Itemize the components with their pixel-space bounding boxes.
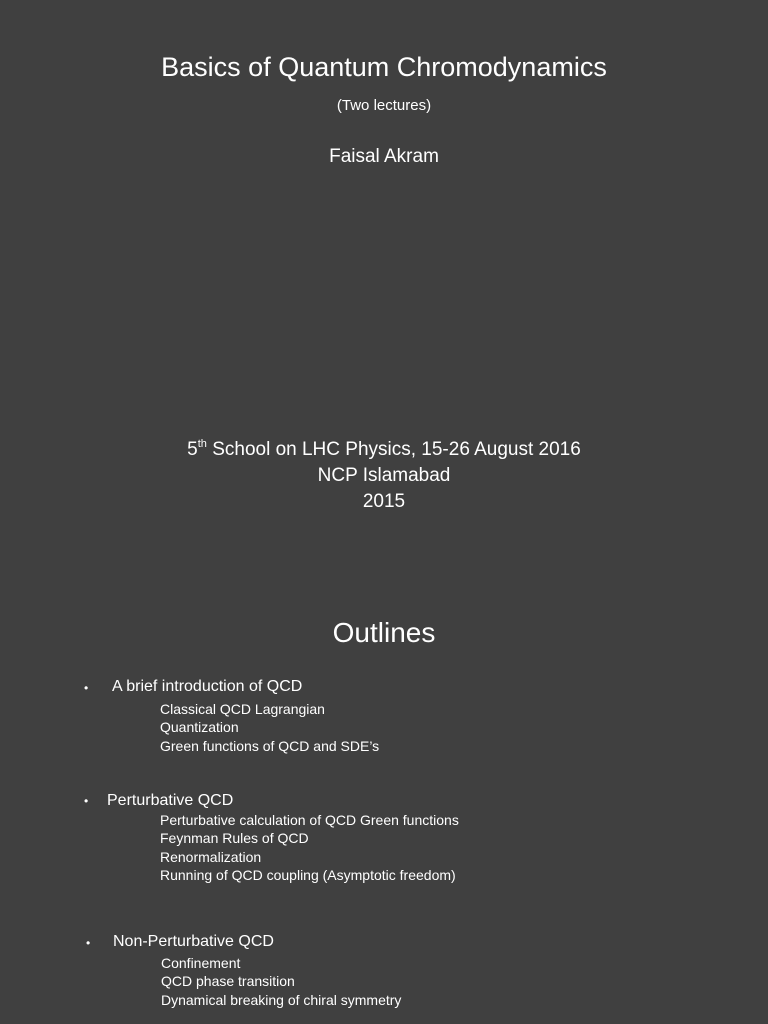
list-item: Green functions of QCD and SDE’s bbox=[160, 737, 380, 754]
section-title-intro: A brief introduction of QCD bbox=[112, 678, 303, 695]
outlines-heading: Outlines bbox=[332, 617, 436, 648]
bullet-icon: • bbox=[84, 681, 89, 695]
list-item: Renormalization bbox=[160, 848, 262, 865]
slide-title: Basics of Quantum Chromodynamics bbox=[161, 52, 607, 82]
list-item: Running of QCD coupling (Asymptotic freedom) bbox=[160, 866, 456, 883]
list-item: QCD phase transition bbox=[161, 973, 295, 990]
section-items-nonperturbative bbox=[161, 954, 401, 1009]
event-venue: NCP Islamabad bbox=[317, 465, 451, 486]
section-items-intro bbox=[160, 700, 379, 755]
list-item: Feynman Rules of QCD bbox=[160, 830, 309, 847]
bullet-icon: • bbox=[86, 936, 91, 950]
bullet-icon: • bbox=[84, 794, 89, 808]
event-year: 2015 bbox=[362, 491, 406, 512]
list-item: Quantization bbox=[160, 719, 239, 736]
section-title-perturbative: Perturbative QCD bbox=[107, 792, 234, 809]
list-item: Confinement bbox=[161, 955, 241, 971]
section-items-perturbative bbox=[160, 811, 459, 884]
event-info bbox=[0, 437, 768, 515]
event-school-line bbox=[0, 437, 768, 463]
list-item: Classical QCD Lagrangian bbox=[160, 701, 325, 717]
section-title-nonperturbative: Non-Perturbative QCD bbox=[113, 933, 274, 950]
event-ordinal-number: 5 bbox=[187, 439, 198, 460]
slide-subtitle: (Two lectures) bbox=[336, 97, 432, 114]
list-item: Dynamical breaking of chiral symmetry bbox=[161, 991, 402, 1008]
list-item: Perturbative calculation of QCD Green functions bbox=[160, 812, 459, 828]
author-name: Faisal Akram bbox=[329, 146, 439, 167]
event-school-name: School on LHC Physics, 15-26 August 2016 bbox=[206, 439, 581, 460]
event-ordinal-suffix: th bbox=[197, 438, 207, 450]
